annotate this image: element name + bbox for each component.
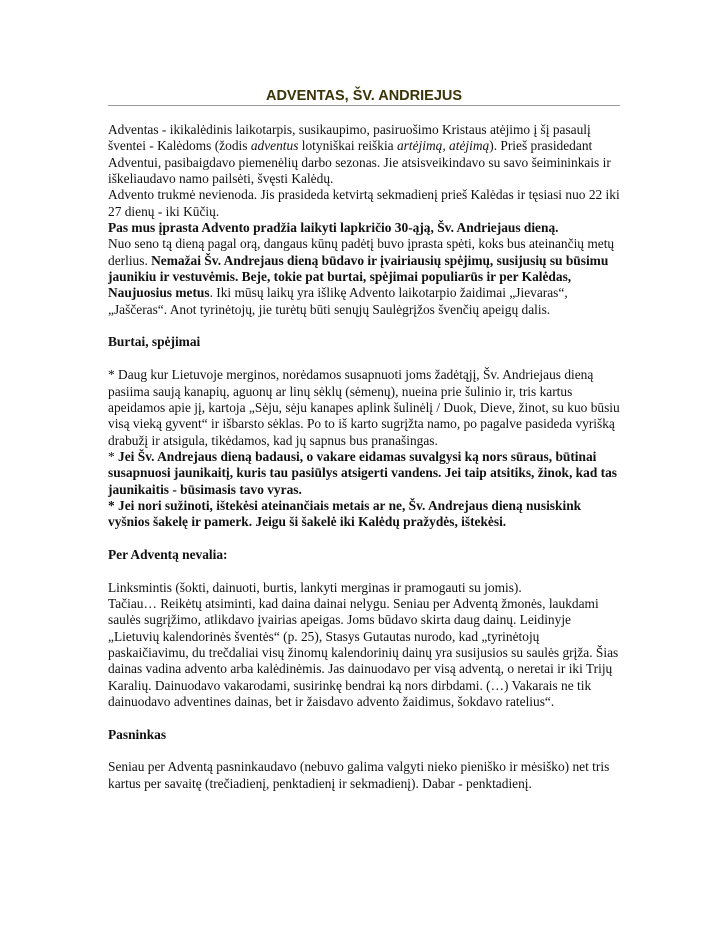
bullet-star: * bbox=[108, 448, 119, 464]
intro-paragraph-4 bbox=[108, 236, 620, 318]
emphasis-text: Jei Šv. Andrejaus dieną badausi, o vakare eidamas suvalgysi ką nors sūraus, būtinai susapnuosi jaunikaitį, kuris tau pasiūlys atsigerti vandens. Jei taip atsitiks, žinok, kad tas jaunikaitis - būsimasis tavo vyras. bbox=[108, 448, 617, 497]
nevalia-paragraph-1: Linksmintis (šokti, dainuoti, burtis, lankyti merginas ir pramogauti su jomis). bbox=[108, 579, 522, 595]
pasninkas-paragraph-1: Seniau per Adventą pasninkaudavo (nebuvo galima valgyti nieko pieniško ir mėsiško) net tris kartus per savaitę (trečiadienį, penktadienį ir sekmadienį). Dabar - penktadienį. bbox=[108, 759, 610, 791]
heading-text: Per Adventą nevalia: bbox=[108, 546, 228, 562]
nevalia-paragraph-2: Tačiau… Reikėtų atsiminti, kad daina dainai nelygu. Seniau per Adventą žmonės, laukdami saulės sugrįžimo, atlikdavo įvairias apeigas. Joms būdavo skirta daug dainų. Leidinyje „Lietuvių kalendorinės šventės“ (p. 25), Stasys Gutautas nurodo, kad „tyrinėtojų paskaičiavimu, du trečdaliai visų žinomų kalendorinių dainų yra susijusios su saulės grįža. Šias dainas vadina advento arba kalėdinėmis. Jas dainuodavo per visą adventą, o neretai ir iki Trijų Karalių. Dainuodavo vakarodami, susirinkę bendrai ką nors dirbdami. (…) Vakarais ne tik dainuodavo adventines dainas, bet ir žaisdavo advento žaidimus, šokdavo ratelius“. bbox=[108, 595, 619, 710]
burtai-paragraph-3 bbox=[108, 498, 620, 531]
paragraph-gap bbox=[108, 318, 620, 334]
intro-text: Adventas - ikikalėdinis laikotarpis, susikaupimo, pasiruošimo Kristaus atėjimo į šį pasaulį šventei - Kalėdoms (žodis bbox=[108, 122, 591, 154]
intro-paragraph-2: Advento trukmė nevienoda. Jis prasideda ketvirtą sekmadienį prieš Kalėdas ir tęsiasi nuo 22 iki 27 dienų - iki Kūčių. bbox=[108, 187, 620, 219]
heading-text: Pasninkas bbox=[108, 726, 167, 742]
intro-text: . Iki mūsų laikų yra išlikę Advento laikotarpio žaidimai „Jievaras“, „Jaščeras“. Anot tyrinėtojų, jie turėtų būti senųjų Saulėgrįžos švenčių apeigų dalis. bbox=[108, 285, 568, 317]
emphasis-text: Pas mus įprasta Advento pradžia laikyti lapkričio 30-ąją, Šv. Andriejaus dieną. bbox=[108, 220, 559, 236]
paragraph-gap bbox=[108, 743, 620, 759]
document-page bbox=[108, 88, 620, 792]
paragraph-gap bbox=[108, 710, 620, 726]
term-translation: artėjimą, atėjimą bbox=[396, 138, 490, 154]
burtai-paragraph-1: * Daug kur Lietuvoje merginos, norėdamos susapnuoti joms žadėtąjį, Šv. Andriejaus dieną pasiima saują kanapių, aguonų ar linų sėklų (sėmenų), nueina prie šulinio ir, tris kartus apeidamos apie jį, kartoja „Sėju, sėju kanapes aplink šulinėlį / Duok, Dieve, žinot, su kuo būsiu visą vieką gyvent“ ir išbarsto sėklas. Po to iš karto sugrįžta namo, po pagalve pasideda vyrišką drabužį ir atsigula, tikėdamos, kad jų sapnus bus pranašingas. bbox=[108, 367, 620, 448]
latin-term: adventus bbox=[250, 138, 299, 154]
section-heading-nevalia bbox=[108, 547, 620, 563]
section-heading-burtai bbox=[108, 334, 620, 350]
heading-text: Burtai, spėjimai bbox=[108, 334, 201, 350]
emphasis-text: Nemažai Šv. Andrejaus dieną būdavo ir įvairiausių spėjimų, susijusių su būsimu jaunikiu ir vestuvėmis. Beje, tokie pat burtai, spėjimai populiarūs ir per Kalėdas, Naujuosius metus bbox=[108, 252, 609, 301]
paragraph-gap bbox=[108, 351, 620, 367]
paragraph-gap bbox=[108, 563, 620, 579]
burtai-paragraph-2 bbox=[108, 449, 620, 498]
title-divider bbox=[108, 105, 620, 106]
intro-text: ). Prieš prasidedant Adventui, pasibaigdavo piemenėlių darbo sezonas. Jie atsisveikindavo su savo šeimininkais ir iškeliaudavo namo pailsėti, švęsti Kalėdų. bbox=[108, 138, 611, 187]
paragraph-gap bbox=[108, 531, 620, 547]
intro-paragraph-3 bbox=[108, 220, 620, 236]
intro-text: Nuo seno tą dieną pagal orą, dangaus kūnų padėtį buvo įprasta spėti, koks bus ateinančių metų derlius. bbox=[108, 236, 615, 268]
document-title: ADVENTAS, ŠV. ANDRIEJUS bbox=[265, 88, 463, 104]
intro-text: lotyniškai reiškia bbox=[298, 138, 397, 154]
intro-paragraph-1 bbox=[108, 122, 620, 187]
emphasis-text: * Jei nori sužinoti, ištekėsi ateinančiais metais ar ne, Šv. Andrejaus dieną nusiskink vyšnios šakelę ir pamerk. Jeigu ši šakelė iki Kalėdų pražydės, ištekėsi. bbox=[108, 497, 582, 530]
section-heading-pasninkas bbox=[108, 727, 620, 743]
